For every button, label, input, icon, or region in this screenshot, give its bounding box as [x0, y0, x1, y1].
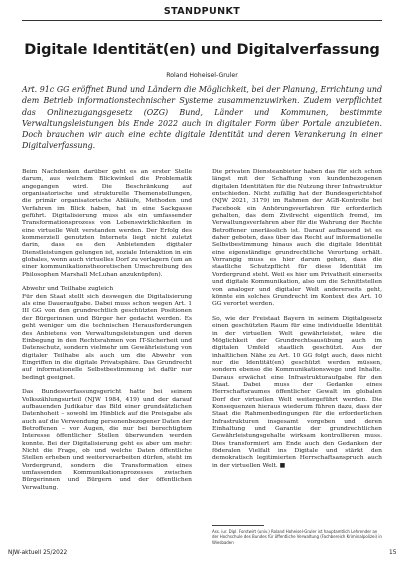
- section-label: STANDPUNKT: [163, 6, 241, 17]
- footer-issue: NJW-aktuell 25/2022: [8, 550, 68, 556]
- article-lead: Art. 91c GG eröffnet Bund und Ländern die Möglichkeit, bei der Planung, Errichtung und dem Betrieb informationstechnischer Systeme zusammenzuwirken. Zudem verpflichtet das Onlinezugangsgesetz (OZG) Bund, Länder und Kommunen, bestimmte Verwaltungsleistungen bis Ende 2022 auch in digitaler Form über Portale anzubieten. Doch brauchen wir auch eine echte digitale Identität und deren Verankerung in einer Digitalverfassung.: [22, 85, 382, 151]
- article-title: Digitale Identität(en) und Digitalverfassung: [24, 42, 380, 58]
- article-author: Roland Hoheisel-Gruler: [166, 72, 238, 79]
- left-paragraph-1: Beim Nachdenken darüber geht es an erster Stelle darum, aus welchem Blickwinkel die Problematik angegangen wird. Die Beschränkung auf organisatorische und strukturelle Themenstellungen, die primär organisatorische Abläufe, Methoden und Verfahren im Blick haben, hat in eine Sackgasse geführt. Digitalisierung muss als ein umfassender Transformationsprozess von Lebenswirklichkeiten in eine virtuelle Welt verstanden werden. Der Erfolg des kommerziell genutzten Internets liegt nicht zuletzt darin, dass es den Anbietenden digitaler Dienstleistungen gelungen ist, soziale Interaktion in ein globales, wenn auch virtuelles Dorf zu verlagern (um an einer kommunikationstheoretischen Umschreibung des Philosophen Marshall McLuhan anzuknüpfen).: [22, 168, 192, 278]
- right-paragraph-1: Die privaten Diensteanbieter haben das für sich schon längst mit der Schaffung von kundenbezogenen digitalen Identitäten für die Nutzung ihrer Infrastruktur entschieden. Nicht zufällig hat der Bundesgerichtshof (NJW 2021, 3179) im Rahmen der AGB-Kontrolle bei Facebook ein Anhörungsverfahren für erforderlich gehalten, das dem Zivilrecht eigentlich fremd, im Verwaltungsverfahren aber für die Wahrung der Rechte Betroffener unerlässlich ist. Darauf aufbauend ist es daher geboten, dass über das Recht auf informationelle Selbstbestimmung hinaus auch die digitale Identität eine eigenständige grundrechtliche Verortung erhält. Vorrangig muss es hier darum gehen, dass die staatliche Schutzpflicht für diese Identität im Vordergrund steht. Weil es hier um Privatheit einerseits und digitale Kommunikation, also um die Schnittstellen von analoger und digitaler Welt andererseits geht, könnte ein solches Grundrecht im Kontext des Art. 10 GG verortet werden.: [212, 168, 382, 308]
- footnote-divider: [212, 525, 264, 526]
- author-footnote: Ass. iur. Dipl. Forstwirt (univ.) Roland Hoheisel-Gruler ist hauptamtlich Lehrender an der Hochschule des Bundes für öffentliche Verwaltung (Fachbereich Kriminalpolizei) in Wiesbaden: [212, 529, 382, 545]
- page-number: 15: [389, 550, 397, 556]
- left-paragraph-3: Das Bundesverfassungsgericht hatte bei seinem Volkszählungsurteil (NJW 1984, 419) und der darauf aufbauenden Judikatur das Bild einer grundsätzlichen Datenhoheit – sowohl im Hinblick auf die Preisgabe als auch auf die Verwendung personenbezogener Daten der Betroffenen – vor Augen, die nur bei berechtigtem Interesse öffentlicher Stellen überwunden werden konnte. Bei der Digitalisierung geht es aber um mehr: Nicht die Frage, ob und welche Daten öffentliche Stellen erheben und weiterverarbeiten dürfen, steht im Vordergrund, sondern die Transformation eines umfassenden Kommunikationsprozesses zwischen Bürgerinnen und Bürgern und der öffentlichen Verwaltung.: [22, 388, 192, 491]
- left-paragraph-2: Für den Staat stellt sich deswegen die Digitalisierung als eine Daueraufgabe. Dabei muss schon wegen Art. 1 III GG von den grundrechtlich geschützten Positionen der Bürgerinnen und Bürger her gedacht werden. Es geht weniger um die technischen Herausforderungen des Anbietens von Verwaltungsleistungen und deren Einbegung in den Rechtsrahmen von IT-Sicherheit und Datenschutz, sondern vielmehr um Gewährleistung von digitaler Teilhabe als auch um die Abwehr von Eingriffen in die digitale Privatsphäre. Das Grundrecht auf informationelle Selbstbestimmung ist dafür nur bedingt geeignet.: [22, 292, 192, 381]
- right-column: [212, 168, 382, 540]
- left-column: [22, 168, 192, 540]
- right-paragraph-2: So, wie der Freistaat Bayern in seinem Digitalgesetz einen geschützten Raum für eine individuelle Identität in der virtuellen Welt gewährleistet, wäre die Möglichkeit der Grundrechtsausübung auch im digitalen Umfeld staatlich geschützt. Aus der inhaltlichen Nähe zu Art. 10 GG folgt auch, dass nicht nur die Identität(en) geschützt werden müssen, sondern ebenso die Kommunikationswege und Inhalte. Daraus erwächst eine Infrastrukturaufgabe für den Staat. Dabei muss der Gedanke eines Herrschaftsraumes öffentlicher Gewalt im globalen Dorf der virtuellen Welt weitergeführt werden. Die Konsequenzen hieraus wiederum führen dazu, dass der Staat die Rahmenbedingungen für die erforderlichen Infrastrukturen insgesamt vorgeben und deren Einhaltung und Garantie der grundrechtlichen Gewährleistungsgehalte wirksam kontrollieren muss. Dies transformiert am Ende auch den Gedanken der föderalen Vielfalt ins Digitale und stärkt den demokratisch legitimierten Herrschaftsanspruch auch in der virtuellen Welt. ■: [212, 314, 382, 469]
- header-divider: [22, 20, 382, 21]
- section-heading: Abwehr und Teilhabe zugleich: [22, 285, 114, 293]
